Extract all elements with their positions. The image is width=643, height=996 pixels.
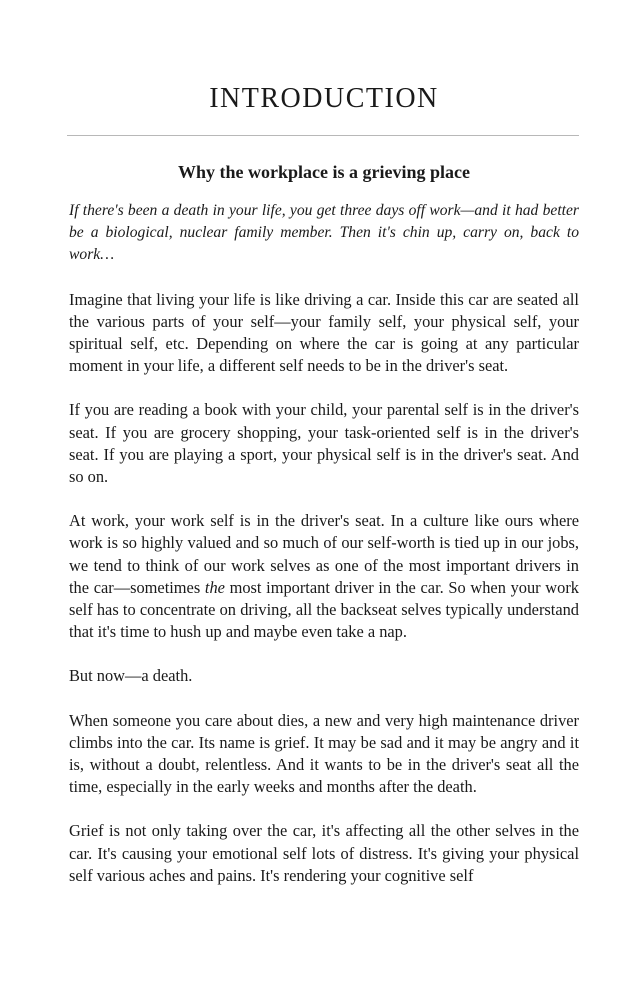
paragraph-3: [69, 510, 579, 643]
paragraph-2: If you are reading a book with your child, your parental self is in the driver's seat. If you are grocery shopping, your task-oriented self is in the driver's seat. If you are playing a sport, your physical self is in the driver's seat. And so on.: [69, 400, 579, 487]
book-page: [69, 0, 579, 996]
title-divider: [67, 135, 579, 136]
paragraph-3-emphasis: the: [204, 577, 225, 597]
body-text: [69, 200, 579, 909]
paragraph-3-part-2: most important driver in the car. So when your work self has to concentrate on driving, all the backseat selves typically understand that it's time to hush up and maybe even take a nap.: [69, 577, 579, 642]
epigraph: If there's been a death in your life, you get three days off work—and it had better be a biological, nuclear family member. Then it's chin up, carry on, back to work…: [69, 202, 579, 264]
paragraph-1: Imagine that living your life is like driving a car. Inside this car are seated all the various parts of your self—your family self, your physical self, your spiritual self, etc. Depending on where the car is going at any particular moment in your life, a different self needs to be in the driver's seat.: [69, 289, 579, 376]
paragraph-3-part-1: At work, your work self is in the driver's seat. In a culture like ours where work is so highly valued and so much of our self-worth is tied up in our jobs, we tend to think of our work selves as one of the most important drivers in the car—sometimes: [69, 511, 579, 597]
chapter-title: INTRODUCTION: [209, 83, 439, 114]
paragraph-4: But now—a death.: [69, 666, 193, 686]
paragraph-6: Grief is not only taking over the car, it's affecting all the other selves in the car. It's causing your emotional self lots of distress. It's giving your physical self various aches and pains. It's rendering your cognitive self: [69, 821, 579, 885]
paragraph-5: When someone you care about dies, a new and very high maintenance driver climbs into the car. Its name is grief. It may be sad and it may be angry and it is, without a doubt, relentless. And it wants to be in the driver's seat all the time, especially in the early weeks and months after the death.: [69, 710, 579, 797]
section-heading: Why the workplace is a grieving place: [178, 162, 470, 182]
